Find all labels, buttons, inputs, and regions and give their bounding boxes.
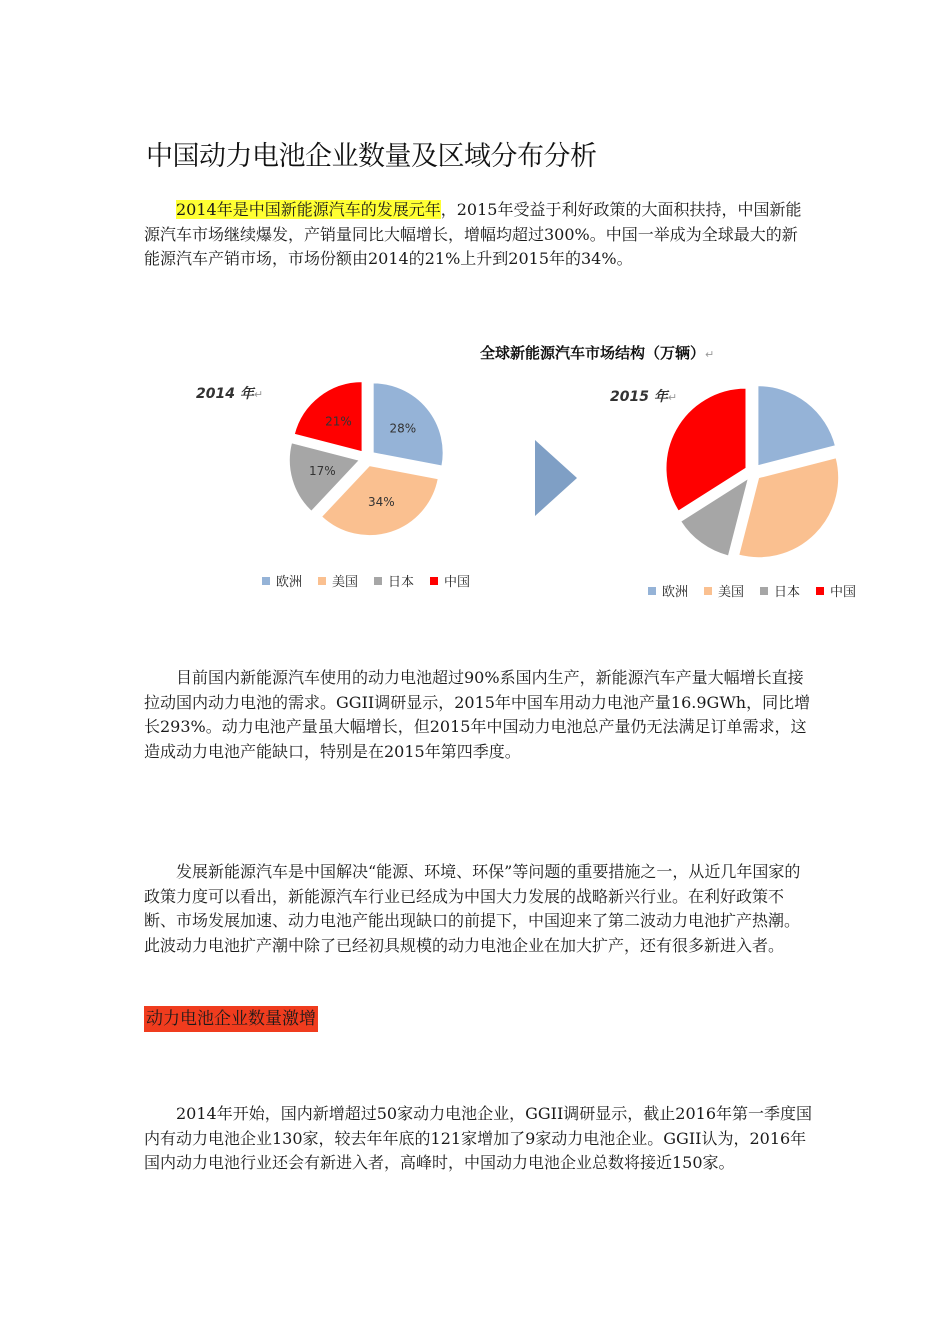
return-mark: ↵ (253, 388, 264, 401)
legend-item (374, 571, 414, 590)
legend-swatch (816, 587, 824, 595)
return-mark: ↵ (667, 391, 678, 404)
pie-data-label: 28% (389, 421, 417, 436)
legend-label: 日本 (774, 585, 801, 600)
pie-2014-title-text: 2014 年 (196, 386, 254, 402)
legend-item (318, 571, 358, 590)
legend-item (430, 571, 470, 590)
pie-chart-2014 (289, 380, 445, 536)
paragraph-battery-production: 目前国内新能源汽车使用的动力电池超过90%系国内生产，新能源汽车产量大幅增长直接拉动国内动力电池的需求。GGII调研显示，2015年中国车用动力电池产量16.9GWh，同比增长293%。动力电池产量虽大幅增长，但2015年中国动力电池总产量仍无法满足订单需求，这造成动力电池产能缺口，特别是在2015年第四季度。 (144, 668, 811, 761)
legend-label: 中国 (444, 575, 471, 590)
pie-chart-2015 (665, 384, 841, 560)
page-title: 中国动力电池企业数量及区域分布分析 (146, 141, 597, 172)
legend-label: 欧洲 (662, 585, 689, 600)
legend-swatch (374, 577, 382, 585)
legend-swatch (262, 577, 270, 585)
pie-data-label: 34% (368, 495, 395, 510)
intro-paragraph (144, 198, 812, 272)
paragraph-expansion-wave: 发展新能源汽车是中国解决“能源、环境、环保”等问题的重要措施之一，从近几年国家的政策力度可以看出，新能源汽车行业已经成为中国大力发展的战略新兴行业。在利好政策不断、市场发展加速、动力电池产能出现缺口的前提下，中国迎来了第二波动力电池扩产热潮。此波动力电池扩产潮中除了已经初具规模的动力电池企业在加大扩产，还有很多新进入者。 (144, 862, 801, 955)
pie-2015-title-text: 2015 年 (610, 389, 668, 405)
legend-item (262, 571, 302, 590)
pie-slice-美国 (739, 458, 839, 558)
legend-item (816, 581, 856, 600)
transition-arrow-icon (535, 440, 579, 516)
legend-swatch (430, 577, 438, 585)
pie-data-label: 21% (325, 414, 352, 429)
legend-label: 欧洲 (276, 575, 303, 590)
return-mark: ↵ (705, 348, 715, 361)
legend-label: 日本 (388, 575, 415, 590)
pie-2014-title (196, 383, 263, 403)
legend-item (648, 581, 688, 600)
chart-title (480, 342, 714, 363)
legend-swatch (704, 587, 712, 595)
section-heading: 动力电池企业数量激增 (144, 1006, 318, 1032)
legend-label: 中国 (830, 585, 857, 600)
pie-2014-legend (262, 571, 470, 590)
pie-2015-legend (648, 581, 856, 600)
pie-data-label: 17% (309, 463, 336, 478)
legend-label: 美国 (718, 585, 745, 600)
chart-title-text: 全球新能源汽车市场结构（万辆） (480, 344, 706, 362)
paragraph-company-count: 2014年开始，国内新增超过50家动力电池企业，GGII调研显示，截止2016年第一季度国内有动力电池企业130家，较去年年底的121家增加了9家动力电池企业。GGII认为，2016年国内动力电池行业还会有新进入者，高峰时，中国动力电池企业总数将接近150家。 (144, 1104, 813, 1172)
legend-swatch (648, 587, 656, 595)
legend-label: 美国 (332, 575, 359, 590)
legend-item (760, 581, 800, 600)
pie-slice-欧洲 (758, 386, 835, 466)
highlighted-text: 2014年是中国新能源汽车的发展元年 (176, 200, 441, 219)
legend-swatch (318, 577, 326, 585)
legend-swatch (760, 587, 768, 595)
legend-item (704, 581, 744, 600)
intro-text: ，2015年受益于利好政策的大面积扶持，中国新能源汽车市场继续爆发，产销量同比大幅增长，增幅均超过300%。中国一举成为全球最大的新能源汽车产销市场，市场份额由2014的21%上升到2015年的34%。 (144, 200, 802, 268)
